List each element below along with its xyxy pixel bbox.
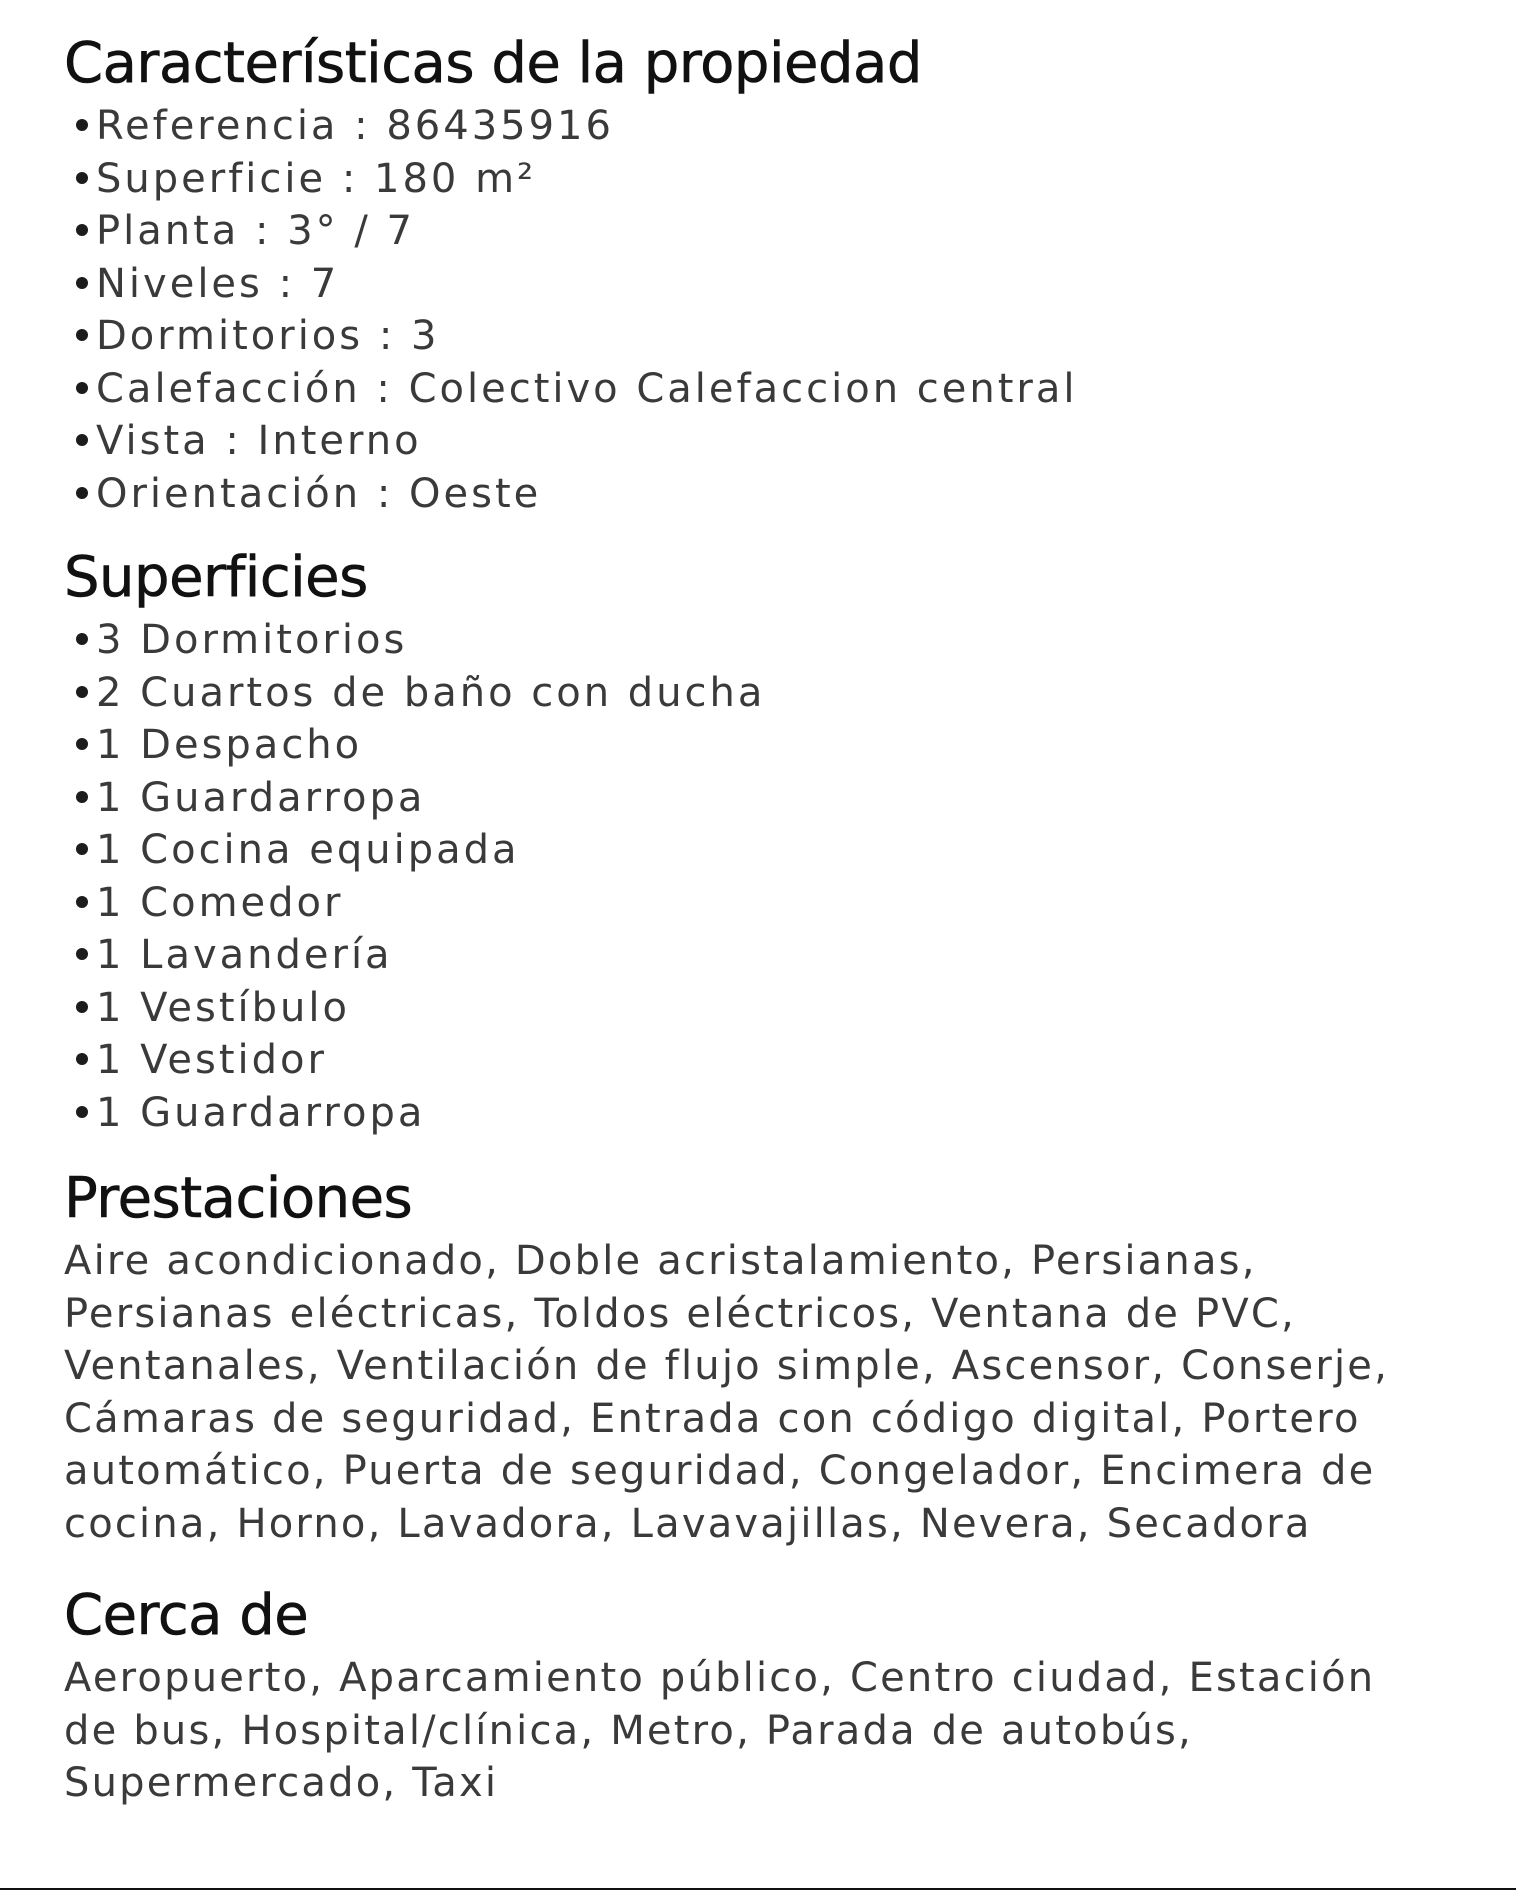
list-item bbox=[76, 719, 1464, 772]
list-item bbox=[76, 614, 1464, 667]
features-title: Características de la propiedad bbox=[64, 31, 922, 96]
bullet-icon bbox=[76, 382, 88, 394]
bullet-icon bbox=[76, 1053, 88, 1065]
surface-item: 2 Cuartos de baño con ducha bbox=[96, 669, 766, 716]
list-item bbox=[76, 258, 1464, 311]
bullet-icon bbox=[76, 329, 88, 341]
nearby-title: Cerca de bbox=[64, 1583, 309, 1648]
surfaces-title: Superficies bbox=[64, 545, 368, 610]
surface-item: 1 Cocina equipada bbox=[96, 827, 520, 873]
list-item bbox=[76, 100, 1464, 153]
prestaciones-title: Prestaciones bbox=[64, 1166, 413, 1231]
surface-item: 1 Vestíbulo bbox=[96, 984, 350, 1031]
prestaciones-section bbox=[64, 1163, 1464, 1550]
list-item bbox=[76, 415, 1464, 468]
bullet-icon bbox=[76, 896, 88, 908]
features-section bbox=[64, 28, 1464, 520]
bullet-icon bbox=[76, 224, 88, 236]
surface-item: 1 Comedor bbox=[96, 879, 344, 926]
list-item bbox=[76, 772, 1464, 825]
surface-item: 1 Vestidor bbox=[96, 1037, 327, 1083]
bullet-icon bbox=[76, 1106, 88, 1118]
surfaces-section bbox=[64, 542, 1464, 1139]
bullet-icon bbox=[76, 172, 88, 184]
features-list bbox=[76, 100, 1464, 520]
surface-item: 1 Lavandería bbox=[96, 932, 393, 978]
feature-levels: Niveles : 7 bbox=[96, 260, 340, 307]
surface-item: 1 Despacho bbox=[96, 722, 363, 768]
list-item bbox=[76, 824, 1464, 877]
prestaciones-text: Aire acondicionado, Doble acristalamiento, Persianas, Persianas eléctricas, Toldos eléctricos, Ventana de PVC, Ventanales, Ventilación de flujo simple, Ascensor, Conserje, Cámaras de seguridad, Entrada con código digital, Portero automático, Puerta de seguridad, Congelador, Encimera de cocina, Horno, Lavadora, Lavavajillas, Nevera, Secadora bbox=[64, 1238, 1390, 1547]
feature-bedrooms: Dormitorios : 3 bbox=[96, 313, 440, 359]
feature-view: Vista : Interno bbox=[96, 418, 422, 464]
bottom-divider bbox=[0, 1888, 1516, 1890]
nearby-section bbox=[64, 1580, 1464, 1810]
bullet-icon bbox=[76, 277, 88, 289]
feature-orientation: Orientación : Oeste bbox=[96, 470, 542, 517]
list-item bbox=[76, 468, 1464, 521]
list-item bbox=[76, 1087, 1464, 1140]
bullet-icon bbox=[76, 434, 88, 446]
bullet-icon bbox=[76, 686, 88, 698]
bullet-icon bbox=[76, 1001, 88, 1013]
surface-item: 1 Guardarropa bbox=[96, 774, 426, 821]
feature-surface: Superficie : 180 m² bbox=[96, 155, 537, 202]
property-details bbox=[64, 28, 1464, 1810]
feature-heating: Calefacción : Colectivo Calefaccion central bbox=[96, 365, 1078, 412]
list-item bbox=[76, 205, 1464, 258]
list-item bbox=[76, 153, 1464, 206]
surfaces-list bbox=[76, 614, 1464, 1139]
list-item bbox=[76, 310, 1464, 363]
list-item bbox=[76, 982, 1464, 1035]
list-item bbox=[76, 667, 1464, 720]
list-item bbox=[76, 877, 1464, 930]
bullet-icon bbox=[76, 948, 88, 960]
feature-reference: Referencia : 86435916 bbox=[96, 103, 614, 149]
feature-floor: Planta : 3° / 7 bbox=[96, 208, 416, 254]
bullet-icon bbox=[76, 843, 88, 855]
list-item bbox=[76, 363, 1464, 416]
nearby-text: Aeropuerto, Aparcamiento público, Centro ciudad, Estación de bus, Hospital/clínica, Metro, Parada de autobús, Supermercado, Taxi bbox=[64, 1655, 1376, 1806]
list-item bbox=[76, 1034, 1464, 1087]
surface-item: 3 Dormitorios bbox=[96, 617, 408, 663]
bullet-icon bbox=[76, 119, 88, 131]
surface-item: 1 Guardarropa bbox=[96, 1089, 426, 1136]
bullet-icon bbox=[76, 633, 88, 645]
bullet-icon bbox=[76, 791, 88, 803]
list-item bbox=[76, 929, 1464, 982]
bullet-icon bbox=[76, 738, 88, 750]
bullet-icon bbox=[76, 487, 88, 499]
